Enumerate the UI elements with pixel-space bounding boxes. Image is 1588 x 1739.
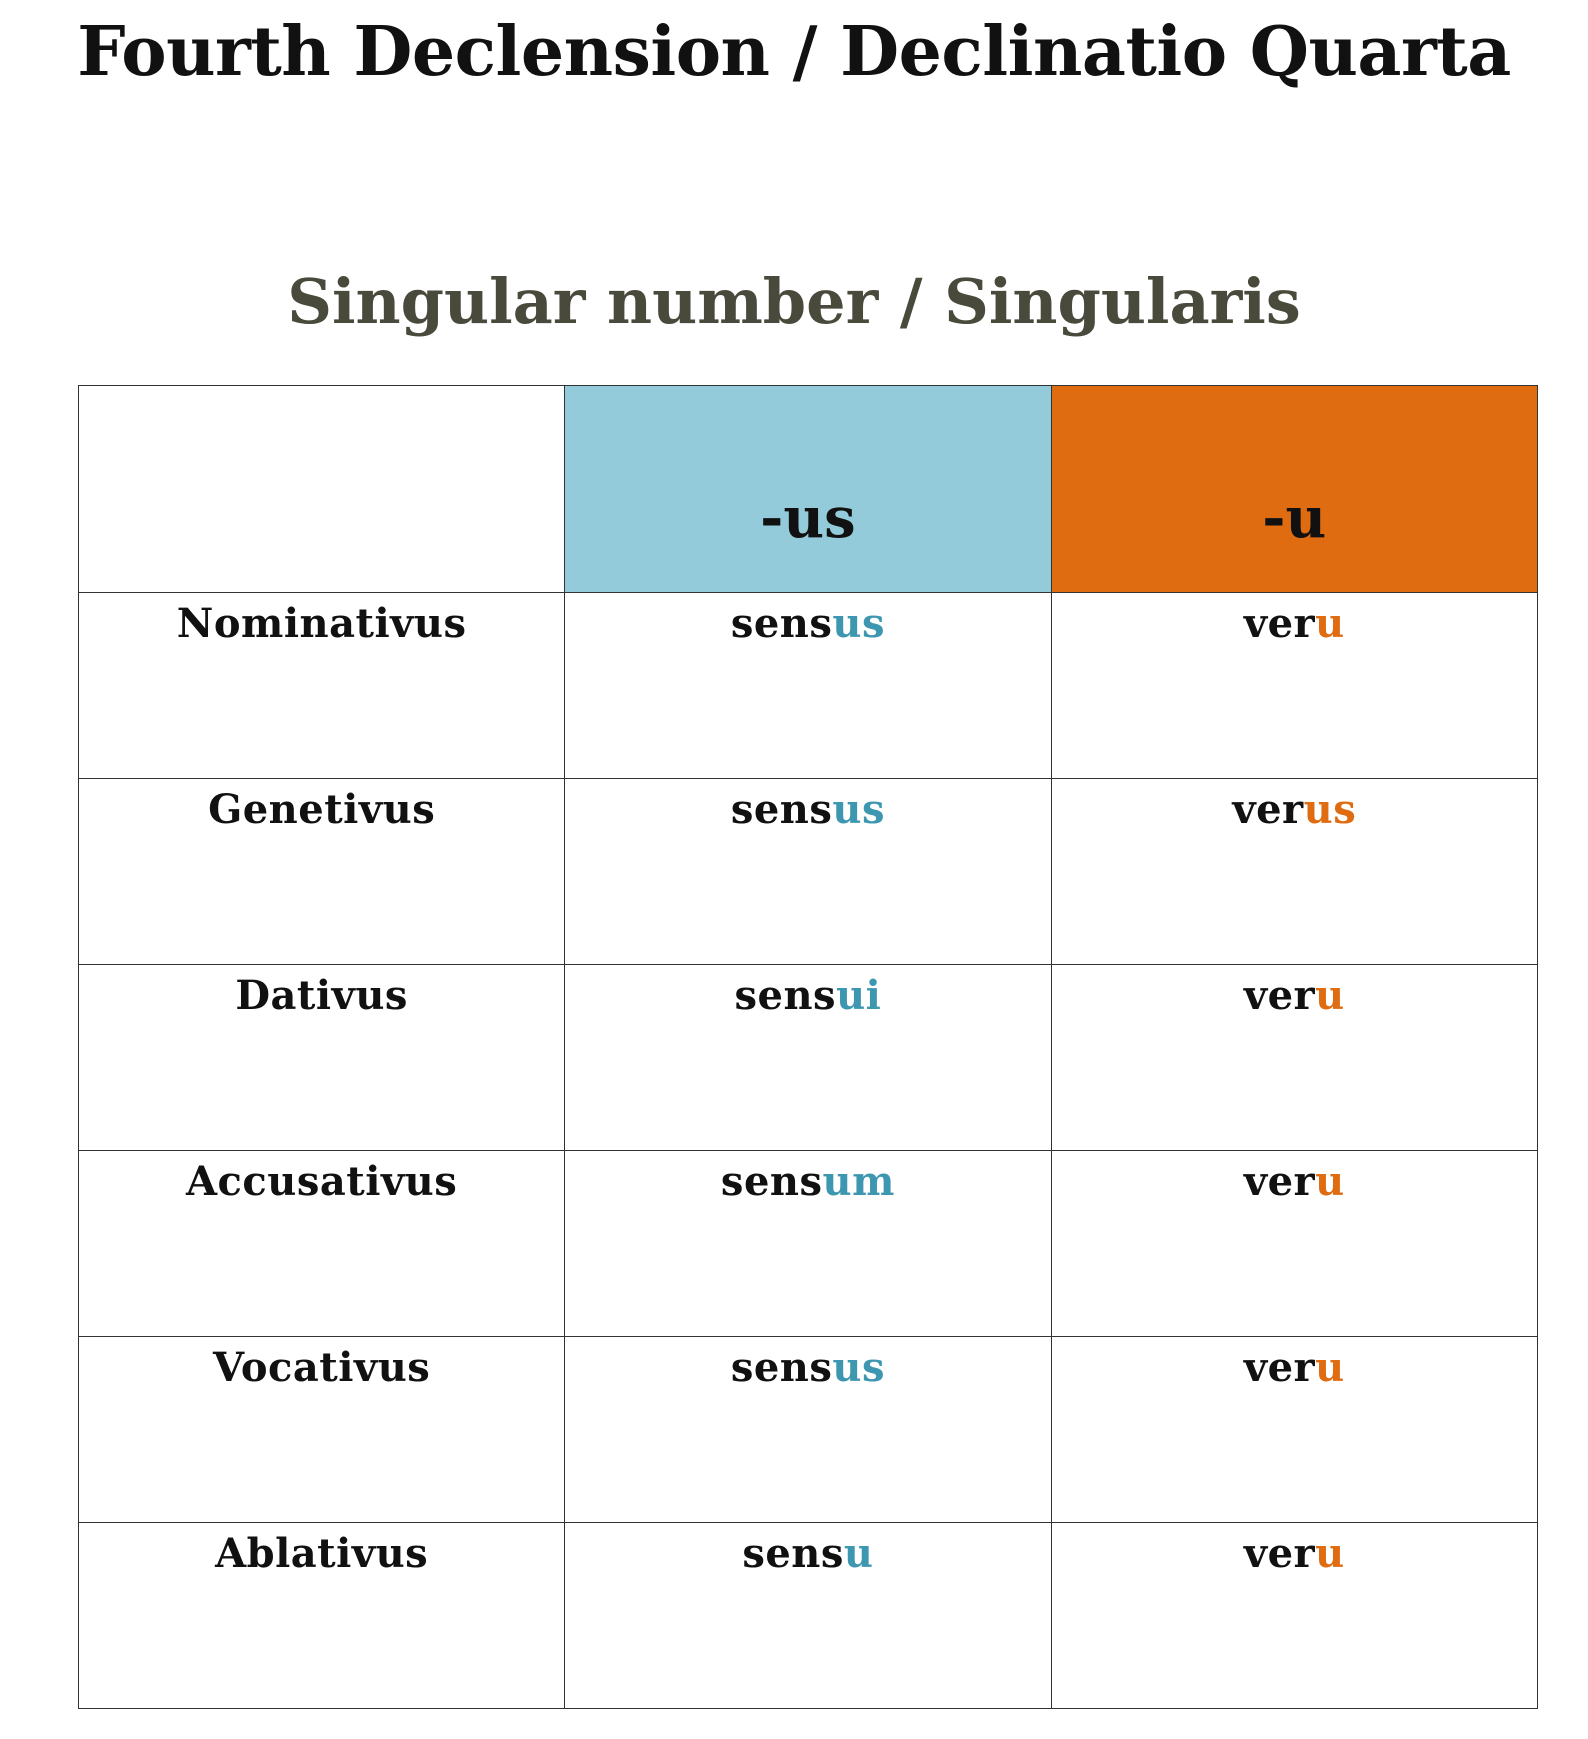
case-cell — [79, 1151, 565, 1337]
form-cell-u — [1051, 1337, 1537, 1523]
form-stem: sens — [720, 1158, 823, 1205]
form-cell-us — [565, 965, 1051, 1151]
form-stem: sens — [730, 786, 833, 833]
table-row — [79, 1337, 1538, 1523]
header-cell-us — [565, 386, 1051, 593]
form-cell-us — [565, 779, 1051, 965]
form-ending: us — [832, 600, 886, 647]
form-stem: ver — [1243, 1344, 1316, 1391]
form-stem: ver — [1243, 600, 1316, 647]
form-u — [1052, 971, 1537, 1021]
header-cell-u — [1051, 386, 1537, 593]
case-cell — [79, 1337, 565, 1523]
form-us — [565, 599, 1050, 649]
form-stem: ver — [1243, 1158, 1316, 1205]
form-cell-u — [1051, 779, 1537, 965]
form-cell-u — [1051, 593, 1537, 779]
case-label: Nominativus — [176, 600, 467, 647]
form-ending: u — [1315, 1530, 1345, 1577]
form-ending: u — [1315, 972, 1345, 1019]
header-label-u: -u — [1262, 485, 1327, 551]
form-u — [1052, 1157, 1537, 1207]
form-stem: ver — [1243, 972, 1316, 1019]
form-u — [1052, 785, 1537, 835]
form-ending: um — [822, 1158, 895, 1205]
form-us — [565, 1343, 1050, 1393]
form-us — [565, 785, 1050, 835]
form-cell-us — [565, 593, 1051, 779]
form-ending: us — [1303, 786, 1357, 833]
case-cell — [79, 593, 565, 779]
form-cell-u — [1051, 1151, 1537, 1337]
header-label-us: -us — [760, 485, 856, 551]
form-us — [565, 971, 1050, 1021]
form-cell-us — [565, 1523, 1051, 1709]
case-label: Dativus — [235, 972, 408, 1019]
table-row — [79, 1151, 1538, 1337]
case-label: Ablativus — [215, 1530, 429, 1577]
form-ending: us — [832, 786, 886, 833]
case-cell — [79, 965, 565, 1151]
table-row — [79, 1523, 1538, 1709]
form-u — [1052, 1529, 1537, 1579]
form-cell-u — [1051, 965, 1537, 1151]
table-row — [79, 593, 1538, 779]
section-subtitle: Singular number / Singularis — [287, 265, 1301, 338]
form-ending: u — [1315, 1158, 1345, 1205]
case-label: Vocativus — [212, 1344, 431, 1391]
page-title: Fourth Declension / Declinatio Quarta — [77, 12, 1511, 92]
form-u — [1052, 1343, 1537, 1393]
form-cell-u — [1051, 1523, 1537, 1709]
declension-table — [78, 385, 1538, 1709]
form-u — [1052, 599, 1537, 649]
case-label: Accusativus — [186, 1158, 458, 1205]
form-stem: ver — [1243, 1530, 1316, 1577]
form-cell-us — [565, 1337, 1051, 1523]
case-cell — [79, 1523, 565, 1709]
form-ending: us — [832, 1344, 886, 1391]
table-row — [79, 965, 1538, 1151]
case-label: Genetivus — [208, 786, 436, 833]
form-ending: ui — [836, 972, 882, 1019]
form-cell-us — [565, 1151, 1051, 1337]
form-us — [565, 1157, 1050, 1207]
form-stem: sens — [730, 1344, 833, 1391]
form-ending: u — [1315, 600, 1345, 647]
table-header-row — [79, 386, 1538, 593]
form-stem: sens — [730, 600, 833, 647]
case-cell — [79, 779, 565, 965]
form-us — [565, 1529, 1050, 1579]
table-row — [79, 779, 1538, 965]
form-stem: sens — [742, 1530, 844, 1577]
header-corner-cell — [79, 386, 565, 593]
form-ending: u — [1315, 1344, 1345, 1391]
form-stem: ver — [1232, 786, 1304, 833]
form-stem: sens — [734, 972, 837, 1019]
form-ending: u — [843, 1530, 874, 1577]
